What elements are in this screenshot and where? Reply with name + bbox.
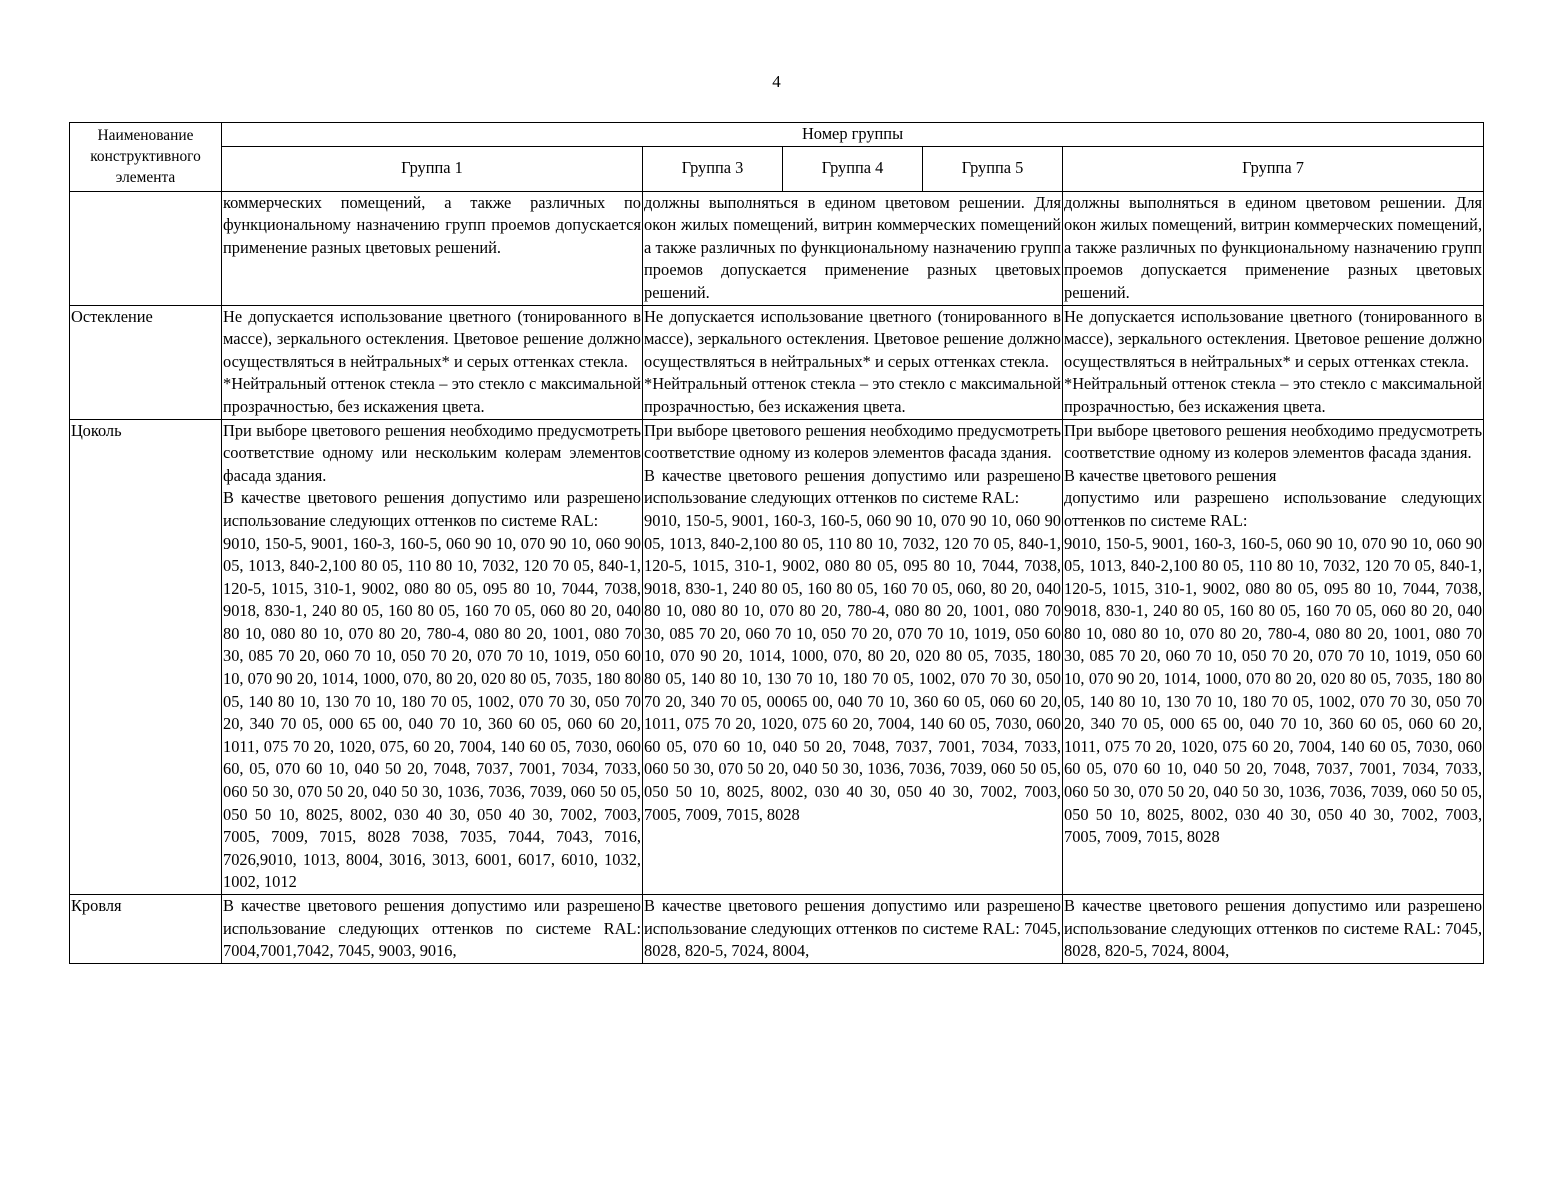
table-row (70, 419, 1484, 894)
groups-3-5-cell (643, 191, 1063, 305)
group-7-cell (1063, 191, 1484, 305)
cell-paragraph: При выборе цветового решения необходимо предусмотреть соответствие одному из колеров элементов фасада здания. (644, 420, 1061, 463)
element-name-cell: Цоколь (70, 419, 222, 894)
group-1-cell (222, 191, 643, 305)
cell-paragraph: В качестве цветового решения допустимо или разрешено использование следующих оттенков по системе RAL: (223, 488, 641, 530)
color-solutions-table (69, 122, 1484, 964)
cell-paragraph: В качестве цветового решения допустимо или разрешено использование следующих оттенков по системе RAL: (644, 465, 1061, 508)
cell-paragraph: Не допускается использование цветного (тонированного в массе), зеркального остекления. Цветовое решение должно осуществляться в нейтральных* и серых оттенках стекла. (1064, 306, 1483, 371)
element-name-cell (70, 191, 222, 305)
group-7-cell (1063, 419, 1484, 894)
header-group-number: Номер группы (222, 123, 1484, 147)
cell-paragraph: В качестве цветового решения допустимо или разрешено использование следующих оттенков по системе RAL: 7004,7001,7042, 7045, 9003, 9016, (223, 896, 641, 961)
cell-paragraph: должны выполняться в едином цветовом решении. Для окон жилых помещений, витрин коммерческих помещений, а также различных по функциональному назначению групп проемов допускается применение разных цветовых решений. (1064, 192, 1483, 302)
groups-3-5-cell (643, 419, 1063, 894)
cell-paragraph: 9010, 150-5, 9001, 160-3, 160-5, 060 90 10, 070 90 10, 060 90 05, 1013, 840-2,100 80 05, 110 80 10, 7032, 120 70 05, 840-1, 120-5, 1015, 310-1, 9002, 080 80 05, 095 80 10, 7044, 7038, 9018, 830-1, 240 80 05, 160 80 05, 160 70 05, 060 80 20, 040 80 10, 080 80 10, 070 80 20, 780-4, 080 80 20, 1001, 080 70 30, 085 70 20, 060 70 10, 050 70 20, 070 70 10, 1019, 050 60 10, 070 90 20, 1014, 1000, 070 80 20, 020 80 05, 7035, 180 80 05, 140 80 10, 130 70 10, 180 70 05, 1002, 070 70 30, 050 70 20, 340 70 05, 000 65 00, 040 70 10, 360 60 05, 060 60 20, 1011, 075 70 20, 1020, 075 60 20, 7004, 140 60 05, 7030, 060 60 05, 070 60 10, 040 50 20, 7048, 7037, 7001, 7034, 7033, 060 50 30, 070 50 20, 040 50 30, 1036, 7036, 7039, 060 50 05, 050 50 10, 8025, 8002, 030 40 30, 050 40 30, 7002, 7003, 7005, 7009, 7015, 8028 (1064, 533, 1483, 847)
group-1-cell (222, 895, 643, 964)
header-group-3: Группа 3 (643, 146, 783, 191)
table-row (70, 305, 1484, 419)
cell-paragraph: Не допускается использование цветного (тонированного в массе), зеркального остекления. Цветовое решение должно осуществляться в нейтральных* и серых оттенках стекла. (223, 306, 641, 371)
groups-3-5-cell (643, 895, 1063, 964)
cell-paragraph: коммерческих помещений, а также различных по функциональному назначению групп проемов допускается применение разных цветовых решений. (223, 192, 641, 257)
cell-paragraph: В качестве цветового решения (1064, 465, 1277, 485)
element-name-cell: Кровля (70, 895, 222, 964)
element-name-cell: Остекление (70, 305, 222, 419)
header-element-name: Наименование конструктивного элемента (70, 123, 222, 192)
header-group-5: Группа 5 (923, 146, 1063, 191)
cell-paragraph: В качестве цветового решения допустимо или разрешено использование следующих оттенков по системе RAL: 7045, 8028, 820-5, 7024, 8004, (644, 896, 1061, 961)
cell-paragraph: 9010, 150-5, 9001, 160-3, 160-5, 060 90 10, 070 90 10, 060 90 05, 1013, 840-2,100 80 05, 110 80 10, 7032, 120 70 05, 840-1, 120-5, 1015, 310-1, 9002, 080 80 05, 095 80 10, 7044, 7038, 9018, 830-1, 240 80 05, 160 80 05, 160 70 05, 060, 80 20, 040 80 10, 080 80 10, 070 80 20, 780-4, 080 80 20, 1001, 080 70 30, 085 70 20, 060 70 10, 050 70 20, 070 70 10, 1019, 050 60 10, 070 90 20, 1014, 1000, 070, 80 20, 020 80 05, 7035, 180 80 05, 140 80 10, 130 70 10, 180 70 05, 1002, 070 70 30, 050 70 20, 340 70 05, 00065 00, 040 70 10, 360 60 05, 060 60 20, 1011, 075 70 20, 1020, 075 60 20, 7004, 140 60 05, 7030, 060 60 05, 070 60 10, 040 50 20, 7048, 7037, 7001, 7034, 7033, 060 50 30, 070 50 20, 040 50 30, 1036, 7036, 7039, 060 50 05, 050 50 10, 8025, 8002, 030 40 30, 050 40 30, 7002, 7003, 7005, 7009, 7015, 8028 (644, 510, 1061, 824)
page-number: 4 (772, 72, 781, 91)
group-7-cell (1063, 895, 1484, 964)
table-row (70, 895, 1484, 964)
cell-paragraph: *Нейтральный оттенок стекла – это стекло с максимальной прозрачностью, без искажения цвета. (644, 374, 1061, 416)
cell-paragraph: При выборе цветового решения необходимо предусмотреть соответствие одному или нескольким колерам элементов фасада здания. (223, 420, 641, 485)
header-group-1: Группа 1 (222, 146, 643, 191)
cell-paragraph: *Нейтральный оттенок стекла – это стекло с максимальной прозрачностью, без искажения цвета. (1064, 374, 1483, 416)
groups-3-5-cell (643, 305, 1063, 419)
header-group-7: Группа 7 (1063, 146, 1484, 191)
cell-paragraph: В качестве цветового решения допустимо или разрешено использование следующих оттенков по системе RAL: 7045, 8028, 820-5, 7024, 8004, (1064, 896, 1483, 961)
group-1-cell (222, 419, 643, 894)
group-7-cell (1063, 305, 1484, 419)
cell-paragraph: *Нейтральный оттенок стекла – это стекло с максимальной прозрачностью, без искажения цвета. (223, 374, 641, 416)
header-group-4: Группа 4 (783, 146, 923, 191)
cell-paragraph: При выборе цветового решения необходимо предусмотреть соответствие одному из колеров элементов фасада здания. (1064, 420, 1483, 463)
cell-paragraph: должны выполняться в едином цветовом решении. Для окон жилых помещений, витрин коммерческих помещений а также различных по функциональному назначению групп проемов допускается применение разных цветовых решений. (644, 192, 1061, 302)
cell-paragraph: Не допускается использование цветного (тонированного в массе), зеркального остекления. Цветовое решение должно осуществляться в нейтральных* и серых оттенках стекла. (644, 306, 1061, 371)
group-1-cell (222, 305, 643, 419)
table-row (70, 191, 1484, 305)
cell-paragraph: 9010, 150-5, 9001, 160-3, 160-5, 060 90 10, 070 90 10, 060 90 05, 1013, 840-2,100 80 05, 110 80 10, 7032, 120 70 05, 840-1, 120-5, 1015, 310-1, 9002, 080 80 05, 095 80 10, 7044, 7038, 9018, 830-1, 240 80 05, 160 80 05, 160 70 05, 060 80 20, 040 80 10, 080 80 10, 070 80 20, 780-4, 080 80 20, 1001, 080 70 30, 085 70 20, 060 70 10, 050 70 20, 070 70 10, 1019, 050 60 10, 070 90 20, 1014, 1000, 070, 80 20, 020 80 05, 7035, 180 80 05, 140 80 10, 130 70 10, 180 70 05, 1002, 070 70 30, 050 70 20, 340 70 05, 000 65 00, 040 70 10, 360 60 05, 060 60 20, 1011, 075 70 20, 1020, 075, 60 20, 7004, 140 60 05, 7030, 060 60, 05, 070 60 10, 040 50 20, 7048, 7037, 7001, 7034, 7033, 060 50 30, 070 50 20, 040 50 30, 1036, 7036, 7039, 060 50 05, 050 50 10, 8025, 8002, 030 40 30, 050 40 30, 7002, 7003, 7005, 7009, 7015, 8028 7038, 7035, 7044, 7043, 7016, 7026,9010, 1013, 8004, 3016, 3013, 6001, 6017, 6010, 1032, 1002, 1012 (223, 533, 641, 892)
cell-paragraph: допустимо или разрешено использование следующих оттенков по системе RAL: (1064, 488, 1483, 530)
